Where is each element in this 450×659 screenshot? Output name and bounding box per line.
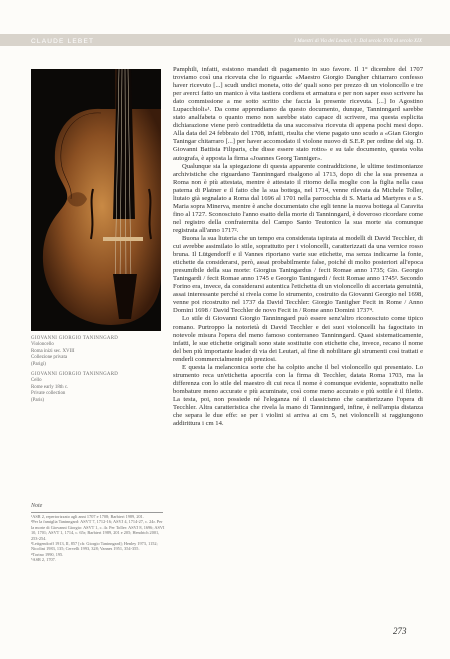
running-header-author: CLAUDE LEBET — [31, 38, 95, 45]
figure-caption-english — [31, 372, 163, 404]
footnote: ⁴Torino 1990, 195. — [31, 551, 64, 557]
footnote: ³Leitgendorff 1913, II, 857 [cfr. Giorgio Taninngard]; Henley 1973, 1152; Nicolini 1983, 135; Cervelli 1993, 328; Vannes 1951, 354-355. — [31, 541, 158, 552]
footnotes — [31, 514, 165, 563]
caption-maker-name: GIOVANNI GIORGIO TANINNGARD — [31, 372, 119, 377]
body-paragraph: Qualunque sia la spiegazione di questa apparente contraddizione, le ultime testimonianze archivistiche che riguardano Tanninngard risalgono al 1713, dopo di che la sua presenza a Roma non è più attestata, mentre è attestato il ritorno della moglie con la figlia nella casa paterna di Platner e il fatto che la sua bottega, nel 1714, venne rilevata da Michele Toller, liutaio già segnalato a Roma dal 1696 al 1701 nella parrocchia di S. Maria ad Martyres e a S. Maria sopra Minerva, mentre è anche documentato che egli tenne la nuova bottega al Caravita fino al 1727. Sconosciuto l'anno esatto della morte di Tanninngard, è doveroso ricordare come nel registro della confraternita del Campo Santo Teutonico la sua morte sia comunque registrata all'anno 1717². — [173, 162, 423, 234]
figure-caption-italian — [31, 336, 163, 368]
caption-line: Cello — [31, 378, 42, 384]
caption-line: Roma inizi sec. XVIII — [31, 348, 75, 354]
notes-divider — [31, 512, 163, 513]
running-header-title: I Maestri di Via dei Leutari, 1: Dal secolo XVII al secolo XIX — [294, 38, 422, 44]
cello-photograph — [31, 69, 161, 331]
body-paragraph: Buona la sua liuteria che un tempo era considerata ispirata ai modelli di David Tecchler, di cui avrebbe assimilato lo stile, soprattutto per i violoncelli, caratterizzati da una vernice rosso bruna. Il Lütgendorff e il Vannes riportano varie sue etichette, ma senza indicarne la fonte, etichette da considerarsi, però, assai probabilmente false, poiché di molto posteriori all'epoca presumibile della sua morte: Giorgius Taningardus / fecit Romae anno 1735; Gio. Georgio Taningardi / fecit Romae anno 1745 e Georgio Taningardi / fecit Romae anno 1745³. Secondo Forino era, invece, da considerarsi autentica l'etichetta di un violoncello di accertata genuinità, assai interessante perché si rivela come lo strumento, costruito da Giovanni Georgio nel 1698, venne poi ricostruito nel 1737 da David Tecchler: Giorgio Taniigher Fecit in Rome / Anno Domini 1698 / David Tecchler de novo Fecit in / Rome anno Domini 1737⁴. — [173, 234, 423, 315]
cello-illustration — [31, 69, 161, 331]
footnote: ¹ASR 2, repertorizzato agli anni 1707 e 1708; Barbieri 1989, 201. — [31, 514, 144, 519]
caption-line: (Paris) — [31, 397, 45, 403]
body-paragraph: Lo stile di Giovanni Giorgio Tanninngard può essere senz'altro riconosciuto come tipico romano. Purtroppo la notorietà di David Tecchler e dei suoi violoncelli ha fagocitato in notevole misura l'opera del meno famoso conterraneo Tanninngard. Quasi sistematicamente, infatti, le sue etichette originali sono state sostituite con etichette che, invece, recano il nome del ben più importante leader di via dei Leutari, al fine di nobilitare gli strumenti così trattati e renderli commercialmente più preziosi. — [173, 315, 423, 363]
caption-line: (Parigi) — [31, 361, 46, 367]
caption-maker-name: GIOVANNI GIORGIO TANINNGARD — [31, 336, 119, 341]
caption-line: Collezione privata — [31, 355, 67, 361]
main-text-column — [173, 66, 423, 428]
footnote: ⁵ASR 2, 1707. — [31, 557, 56, 563]
caption-line: Rome early 18th c. — [31, 384, 69, 390]
caption-line: Private collection — [31, 391, 66, 397]
body-paragraph: Pamphili, infatti, esistono mandati di pagamento in suo favore. Il 1° dicembre del 1707 troviamo così una ricevuta che lo riguarda: «Maestro Giorgio Dangher chitarraro confesso haver ricevuto [...] scudi undici moneta, otto de' quali sono per prezzo di un violoncello e tre per averci fatto un manico à vita tastiera cordiera et armatura e per non saper esso scrivere ha dato commissione a me sotto scritto che faccia la presente ricevuta. [...] Io Agostino Lupacchioli»¹. Da come apprendiamo da questo documento, dunque, Tanninngard sarebbe stato analfabeta o quanto meno non sarebbe stato capace di scrivere, ma questa esplicita dichiarazione viene però contraddetta da una successiva ricevuta di appena pochi mesi dopo. Alla data del 24 febbraio del 1708, infatti, risulta che viene pagato uno scudo a «Gian Giorgio Taningar chitarraro [...] per haver accomodato il violone nuovo di S.E.P. per ordine del sig. D. Giovanni Battista Filiparis, che disse essere stato rotto» e su tale documento, questa volta autografa, è apposta la firma «Joannes Georg Tanniger». — [173, 66, 423, 162]
page-number: 273 — [393, 626, 407, 636]
notes-heading: Note — [31, 503, 43, 509]
body-paragraph: E questa la melanconica sorte che ha colpito anche il bel violoncello qui presentato. Lo strumento reca un'etichetta apocrifa con la firma di Tecchler, datata Roma 1703, ma la differenza con lo stile del maestro di cui reca il nome è comunque evidente, soprattutto nelle bombature meno accurate e più acuminate, così come meno accurato e più sottile è il filetto. La testa, poi, non possiede né l'eleganza né il classicismo che caratterizzano l'opera di Tecchler. Altra caratteristica che rivela la mano di Tanninngard, infine, è nell'ampia distanza che separa le due effe: se per i violini si arriva ai cm 5, nei violoncelli si raggiungono addirittura i cm 14. — [173, 363, 423, 428]
caption-line: Violoncello — [31, 342, 54, 348]
footnote: ²Per la famiglia Taninngard: ASVT 7, 1712-16; ASVJ 4, 1714-27, c. 24r. Per la morte di Giovanni Giorgio: ASVT 1, c. 4r. Per Toller: ASVJ 8, 1696; ASVI 10, 1701; ASVT 1, 1714, c. 65r; Barbieri 1989, 201 e 205; Hendrich 2001, 253-254. — [31, 519, 165, 541]
